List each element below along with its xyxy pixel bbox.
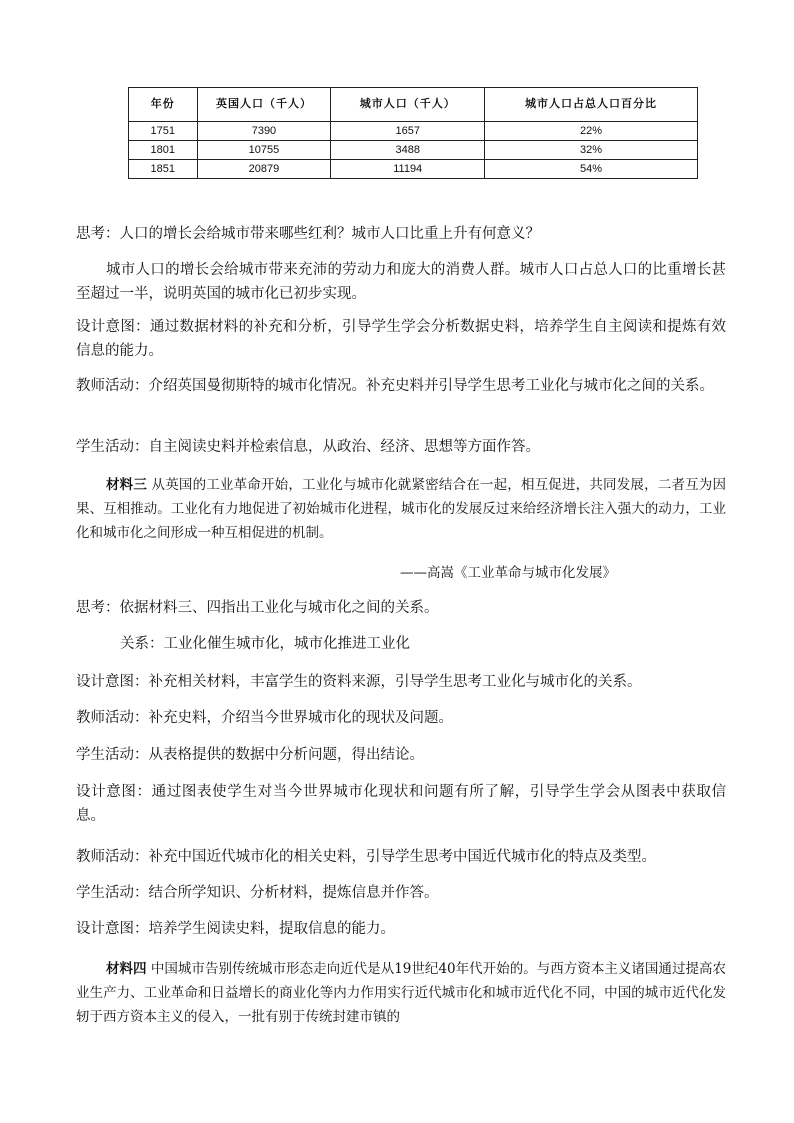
cell-uk-population: 20879 — [197, 160, 331, 179]
cell-urban-percentage: 22% — [485, 122, 698, 141]
table-row — [129, 160, 698, 179]
material-three-source: ——高嵩《工业革命与城市化发展》 — [400, 565, 616, 581]
think-question-1: 思考：人口的增长会给城市带来哪些红利？城市人口比重上升有何意义？ — [76, 226, 540, 242]
cell-urban-percentage: 54% — [485, 160, 698, 179]
header-urban-percentage: 城市人口占总人口百分比 — [485, 88, 698, 122]
think-question-2: 思考：依据材料三、四指出工业化与城市化之间的关系。 — [76, 600, 439, 616]
material-three-text: 从英国的工业革命开始，工业化与城市化就紧密结合在一起，相互促进，共同发展，二者互为因果、互相推动。工业化有力地促进了初始城市化进程，城市化的发展反过来给经济增长注入强大的动力，工业化和城市化之间形成一种互相促进的机制。 — [76, 477, 726, 541]
header-urban-population: 城市人口（千人） — [331, 88, 485, 122]
cell-urban-percentage: 32% — [485, 141, 698, 160]
cell-uk-population: 10755 — [197, 141, 331, 160]
cell-year: 1751 — [129, 122, 198, 141]
student-activity-1: 学生活动：自主阅读史料并检索信息，从政治、经济、思想等方面作答。 — [76, 439, 540, 455]
cell-urban-population: 1657 — [331, 122, 485, 141]
teacher-activity-2: 教师活动：补充史料，介绍当今世界城市化的现状及问题。 — [76, 710, 453, 726]
table-header-row — [129, 88, 698, 122]
design-intent-2: 设计意图：补充相关材料，丰富学生的资料来源，引导学生思考工业化与城市化的关系。 — [76, 674, 642, 690]
cell-uk-population: 7390 — [197, 122, 331, 141]
header-uk-population: 英国人口（千人） — [197, 88, 331, 122]
cell-urban-population: 11194 — [331, 160, 485, 179]
relation-answer: 关系：工业化催生城市化，城市化推进工业化 — [120, 636, 410, 652]
material-three-label: 材料三 — [106, 477, 148, 493]
material-four-label: 材料四 — [106, 961, 147, 977]
cell-urban-population: 3488 — [331, 141, 485, 160]
cell-year: 1801 — [129, 141, 198, 160]
design-intent-4: 设计意图：培养学生阅读史料，提取信息的能力。 — [76, 921, 395, 937]
material-three — [76, 473, 726, 545]
material-four-text: 中国城市告别传统城市形态走向近代是从19世纪40年代开始的。与西方资本主义诸国通过提高农业生产力、工业革命和日益增长的商业化等内力作用实行近代城市化和城市近代化不同，中国的城市近代化发轫于西方资本主义的侵入，一批有别于传统封建市镇的 — [76, 961, 726, 1025]
design-intent-3: 设计意图：通过图表使学生对当今世界城市化现状和问题有所了解，引导学生学会从图表中获取信息。 — [76, 784, 726, 824]
student-activity-3: 学生活动：结合所学知识、分析材料，提炼信息并作答。 — [76, 885, 439, 901]
answer-paragraph-1: 城市人口的增长会给城市带来充沛的劳动力和庞大的消费人群。城市人口占总人口的比重增长甚至超过一半，说明英国的城市化已初步实现。 — [76, 262, 726, 302]
header-year: 年份 — [129, 88, 198, 122]
cell-year: 1851 — [129, 160, 198, 179]
population-table — [128, 87, 698, 179]
teacher-activity-3: 教师活动：补充中国近代城市化的相关史料，引导学生思考中国近代城市化的特点及类型。 — [76, 849, 656, 865]
table-row — [129, 122, 698, 141]
material-four — [76, 957, 726, 1029]
table-row — [129, 141, 698, 160]
design-intent-1: 设计意图：通过数据材料的补充和分析，引导学生学会分析数据史料，培养学生自主阅读和提炼有效信息的能力。 — [76, 319, 726, 359]
teacher-activity-1: 教师活动：介绍英国曼彻斯特的城市化情况。补充史料并引导学生思考工业化与城市化之间的关系。 — [76, 378, 714, 394]
student-activity-2: 学生活动：从表格提供的数据中分析问题，得出结论。 — [76, 747, 424, 763]
